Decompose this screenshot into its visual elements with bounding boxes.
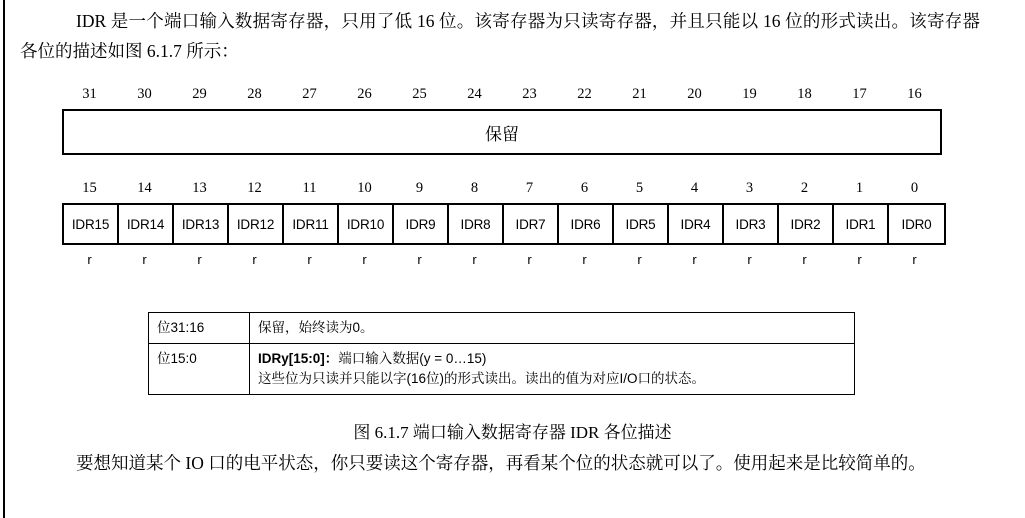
description-title-line	[258, 349, 846, 369]
access-attribute: r	[802, 252, 807, 267]
access-attribute: r	[857, 252, 862, 267]
register-high-half	[62, 86, 942, 155]
reserved-field-label: 保留	[485, 124, 519, 144]
access-attribute: r	[912, 252, 917, 267]
bit-number: 13	[192, 180, 207, 196]
access-attribute: r	[692, 252, 697, 267]
bit-field-cell: IDR12	[229, 205, 284, 243]
bit-number: 1	[855, 180, 864, 196]
access-attribute: r	[747, 252, 752, 267]
access-attribute: r	[252, 252, 257, 267]
closing-paragraph	[20, 448, 980, 478]
bit-number: 24	[467, 86, 482, 102]
bit-number: 27	[302, 86, 317, 102]
bit-number: 29	[192, 86, 207, 102]
bit-number: 12	[247, 180, 262, 196]
bit-range-cell: 位15:0	[149, 344, 250, 395]
bit-number: 5	[635, 180, 644, 196]
access-attribute: r	[307, 252, 312, 267]
register-low-half	[62, 180, 946, 267]
access-attribute-row	[62, 252, 946, 267]
access-attribute: r	[417, 252, 422, 267]
bit-field-cell: IDR2	[779, 205, 834, 243]
bit-field-cell: IDR5	[614, 205, 669, 243]
bit-number: 6	[580, 180, 589, 196]
closing-paragraph-text: 要想知道某个 IO 口的电平状态，你只要读这个寄存器，再看某个位的状态就可以了。使用起来是比较简单的。	[76, 453, 926, 473]
description-field-summary: 端口输入数据(y = 0…15)	[338, 351, 487, 366]
bit-field-cell: IDR4	[669, 205, 724, 243]
bit-number: 17	[852, 86, 867, 102]
bit-field-cell: IDR6	[559, 205, 614, 243]
access-attribute: r	[87, 252, 92, 267]
access-attribute: r	[637, 252, 642, 267]
bit-number: 23	[522, 86, 537, 102]
bit-number: 28	[247, 86, 262, 102]
bit-number: 14	[137, 180, 152, 196]
bit-number: 7	[525, 180, 534, 196]
description-field-name: IDRy[15:0]：	[258, 351, 339, 366]
bit-number: 4	[690, 180, 699, 196]
bit-field-cell: IDR15	[64, 205, 119, 243]
access-attribute: r	[527, 252, 532, 267]
bit-field-cell: IDR8	[449, 205, 504, 243]
bit-number: 0	[910, 180, 919, 196]
bit-number: 10	[357, 180, 372, 196]
access-attribute: r	[142, 252, 147, 267]
bit-number: 21	[632, 86, 647, 102]
bit-number: 22	[577, 86, 592, 102]
bit-field-cell: IDR10	[339, 205, 394, 243]
access-attribute: r	[197, 252, 202, 267]
bit-description-cell	[250, 344, 855, 395]
bit-field-cell: IDR9	[394, 205, 449, 243]
bit-number: 16	[907, 86, 922, 102]
bit-field-cell: IDR3	[724, 205, 779, 243]
bit-number: 30	[137, 86, 152, 102]
bit-number: 19	[742, 86, 757, 102]
bit-field-cell: IDR13	[174, 205, 229, 243]
bit-number: 3	[745, 180, 754, 196]
high-half-bit-numbers	[62, 86, 942, 103]
bit-number: 26	[357, 86, 372, 102]
figure-caption: 图 6.1.7 端口输入数据寄存器 IDR 各位描述	[353, 423, 672, 442]
table-row	[149, 344, 855, 395]
bit-number: 8	[470, 180, 479, 196]
bit-number: 20	[687, 86, 702, 102]
low-half-bit-numbers	[62, 180, 946, 197]
intro-paragraph	[20, 6, 980, 66]
access-attribute: r	[472, 252, 477, 267]
bit-number: 18	[797, 86, 812, 102]
bit-range-cell: 位31:16	[149, 313, 250, 344]
access-attribute: r	[582, 252, 587, 267]
intro-paragraph-text: IDR 是一个端口输入数据寄存器，只用了低 16 位。该寄存器为只读寄存器，并且只能以 16 位的形式读出。该寄存器各位的描述如图 6.1.7 所示：	[20, 11, 980, 61]
access-attribute: r	[362, 252, 367, 267]
bit-field-cell: IDR7	[504, 205, 559, 243]
bit-number: 31	[82, 86, 97, 102]
bit-field-row	[62, 203, 946, 245]
bit-number: 11	[302, 180, 317, 196]
bit-number: 15	[82, 180, 97, 196]
table-row	[149, 313, 855, 344]
bit-field-cell: IDR1	[834, 205, 889, 243]
bit-description-cell	[250, 313, 855, 344]
bit-number: 9	[415, 180, 424, 196]
bit-number: 25	[412, 86, 427, 102]
bit-field-cell: IDR11	[284, 205, 339, 243]
bit-description-table	[148, 312, 855, 395]
reserved-field-box	[62, 109, 942, 155]
description-line: 这些位为只读并只能以字(16位)的形式读出。读出的值为对应I/O口的状态。	[258, 371, 706, 386]
bit-field-cell: IDR0	[901, 216, 932, 232]
bit-number: 2	[800, 180, 809, 196]
bit-field-cell: IDR14	[119, 205, 174, 243]
description-line: 保留，始终读为0。	[258, 320, 374, 335]
